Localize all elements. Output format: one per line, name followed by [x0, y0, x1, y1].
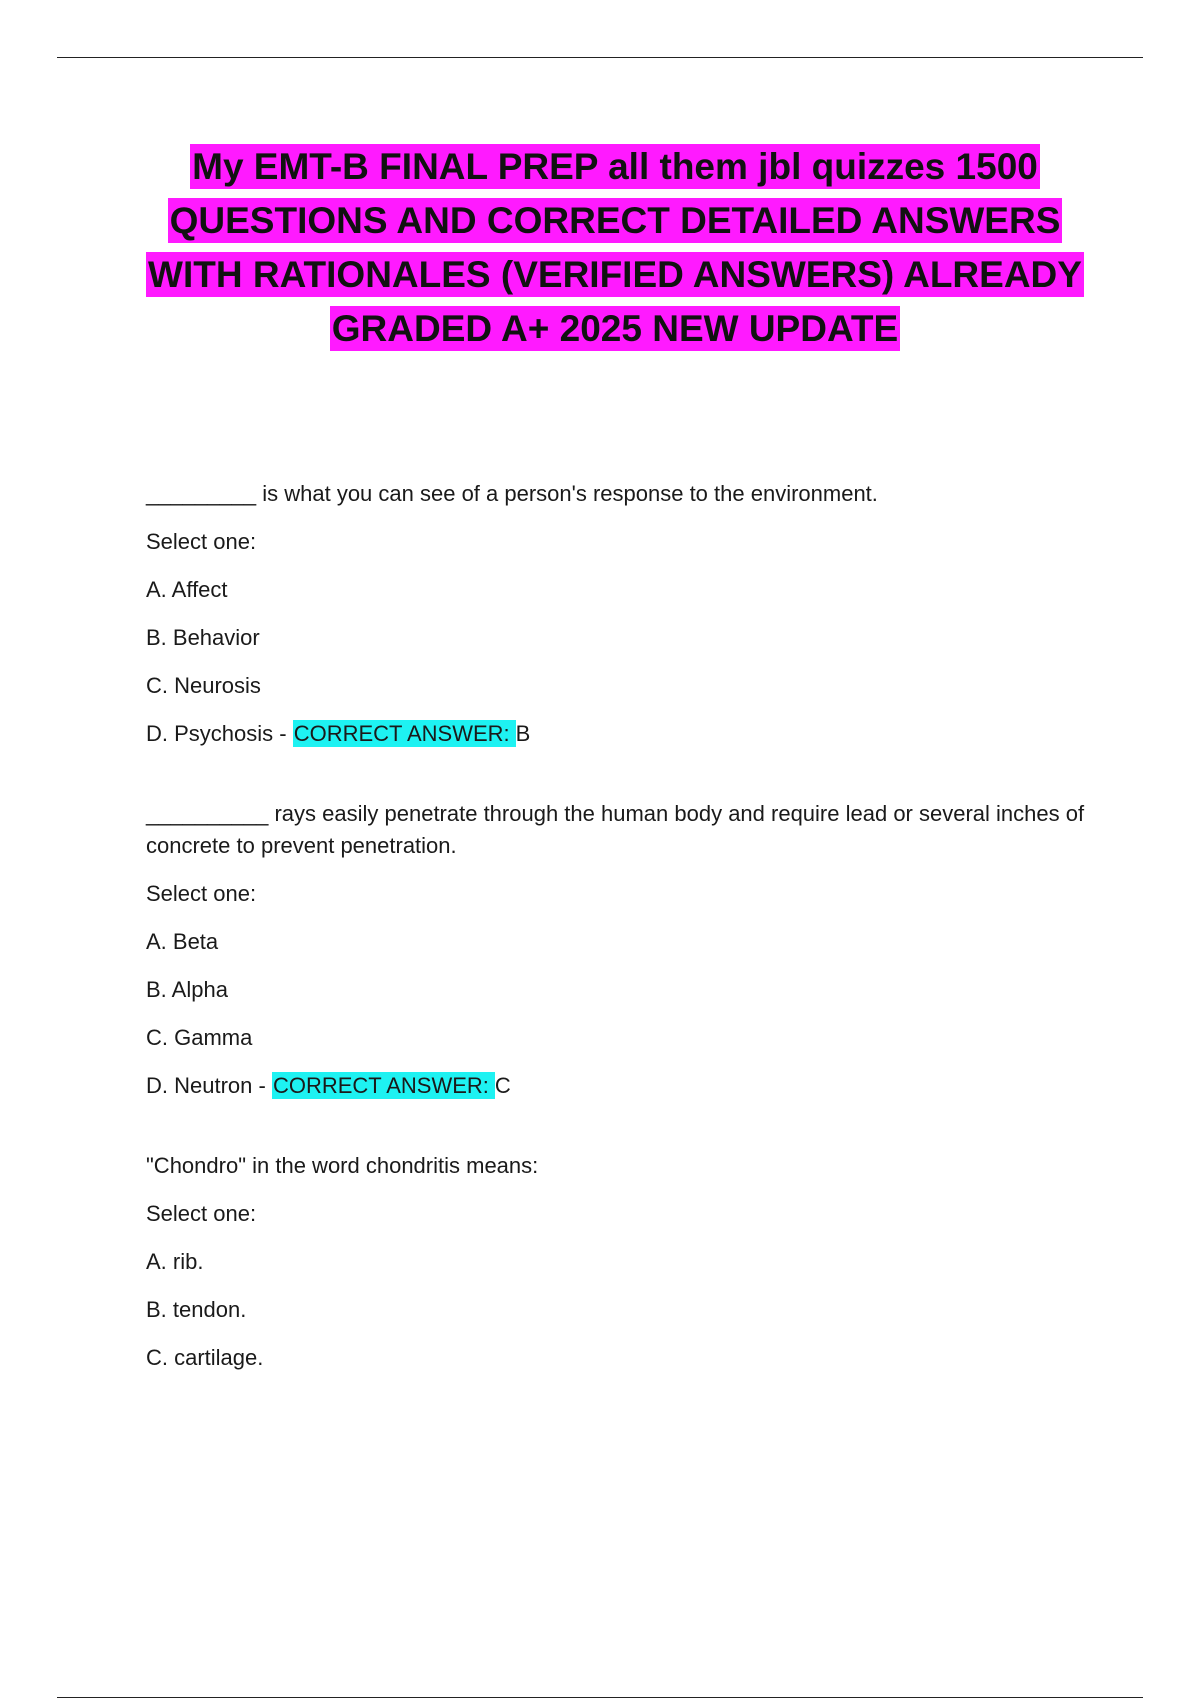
option-a: A. Beta	[146, 929, 219, 954]
option-a: A. Affect	[146, 577, 228, 602]
option-c: C. Neurosis	[146, 673, 261, 698]
question-prompt: "Chondro" in the word chondritis means:	[146, 1153, 539, 1178]
quiz-content	[146, 478, 1086, 1390]
question-1	[146, 478, 1086, 750]
option-d	[146, 718, 1086, 750]
top-rule	[57, 57, 1143, 58]
option-b: B. tendon.	[146, 1297, 247, 1322]
document-title-text: My EMT-B FINAL PREP all them jbl quizzes 1500 QUESTIONS AND CORRECT DETAILED ANSWERS WITH RATIONALES (VERIFIED ANSWERS) ALREADY GRADED A+ 2025 NEW UPDATE	[148, 146, 1082, 349]
option-a: A. rib.	[146, 1249, 204, 1274]
option-b: B. Alpha	[146, 977, 228, 1002]
select-label: Select one:	[146, 1201, 257, 1226]
option-d-text: D. Psychosis -	[146, 721, 293, 746]
option-c: C. cartilage.	[146, 1345, 264, 1370]
correct-answer-label: CORRECT ANSWER:	[272, 1072, 495, 1099]
option-b: B. Behavior	[146, 625, 260, 650]
option-c: C. Gamma	[146, 1025, 253, 1050]
question-prompt: _________ is what you can see of a person's response to the environment.	[146, 481, 878, 506]
question-2	[146, 798, 1086, 1102]
correct-answer-value: B	[515, 721, 531, 746]
correct-answer-value: C	[494, 1073, 511, 1098]
option-d-text: D. Neutron -	[146, 1073, 272, 1098]
question-prompt: __________ rays easily penetrate through the human body and require lead or several inches of concrete to prevent penetration.	[146, 801, 1085, 858]
question-3	[146, 1150, 1086, 1374]
correct-answer-label: CORRECT ANSWER:	[293, 720, 516, 747]
document-title	[120, 140, 1110, 356]
select-label: Select one:	[146, 529, 257, 554]
option-d	[146, 1070, 1086, 1102]
bottom-rule	[57, 1697, 1143, 1698]
select-label: Select one:	[146, 881, 257, 906]
